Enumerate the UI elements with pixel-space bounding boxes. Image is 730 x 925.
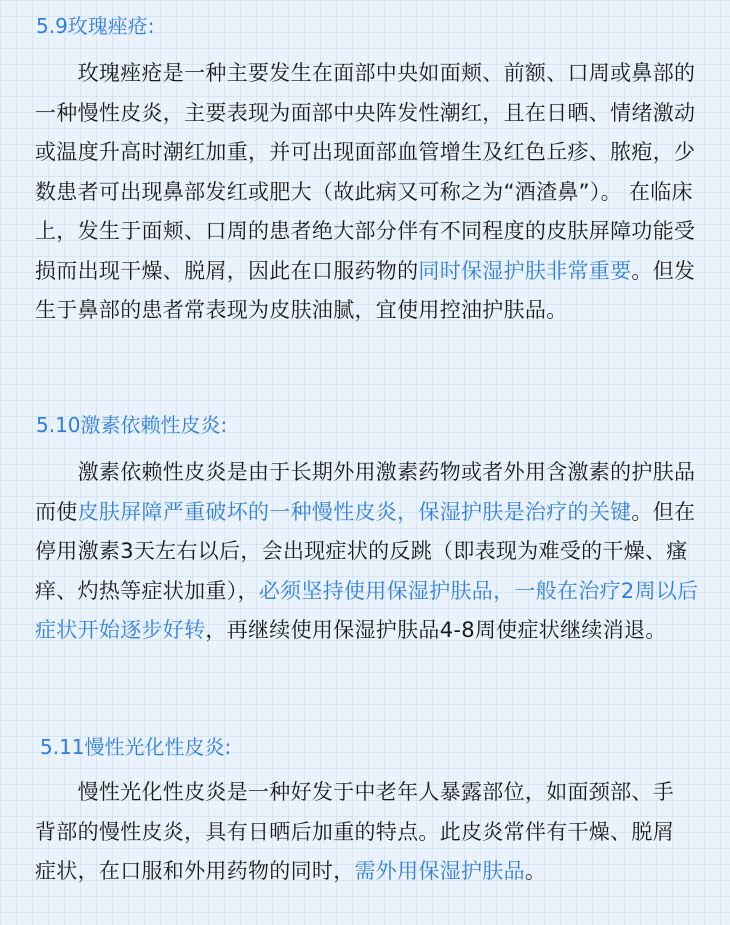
section-steroid-dermatitis: [0, 411, 730, 651]
paragraph-text: 。: [524, 859, 547, 883]
section-rosacea: [0, 12, 730, 331]
section-paragraph: [0, 54, 705, 331]
highlighted-text: 必须坚持使用保湿护肤品，一般在治疗2周以后症状开始逐步好转: [35, 578, 699, 642]
paragraph-text: 。但在停用激素3天左右以后，会出现症状的反跳（即表现为难受的干燥、瘙痒、灼热等症状加重），: [35, 499, 696, 603]
section-heading: 5.11慢性光化性皮炎:: [40, 735, 232, 759]
paragraph-text: 玫瑰痤疮是一种主要发生在面部中央如面颊、前额、口周或鼻部的一种慢性皮炎，主要表现为面部中央阵发性潮红，且在日晒、情绪激动或温度升高时潮红加重，并可出现面部血管增生及红色丘疹、脓疱，少数患者可出现鼻部发红或肥大（故此病又可称之为“酒渣鼻”）。 在临床上，发生于面颊、口周的患者绝大部分伴有不同程度的皮肤屏障功能受损而出现干燥、脱屑，因此在口服药物的: [35, 61, 696, 283]
highlighted-text: 皮肤屏障严重破坏的一种慢性皮炎，保湿护肤是治疗的关键: [77, 499, 632, 524]
section-heading: 5.9玫瑰痤疮:: [36, 14, 155, 38]
paragraph-text: 激素依赖性皮炎是由于长期外用激素药物或者外用含激素的护肤品而使: [35, 460, 696, 524]
highlighted-text: 同时保湿护肤非常重要: [418, 258, 632, 283]
paragraph-text: 。但发生于鼻部的患者常表现为皮肤油腻，宜使用控油护肤品。: [35, 258, 696, 322]
section-heading: 5.10激素依赖性皮炎:: [36, 413, 228, 437]
section-chronic-actinic-dermatitis: [0, 733, 730, 892]
section-paragraph: [0, 453, 705, 651]
paragraph-text: 慢性光化性皮炎是一种好发于中老年人暴露部位，如面颈部、手背部的慢性皮炎，具有日晒后加重的特点。此皮炎常伴有干燥、脱屑症状，在口服和外用药物的同时，: [35, 780, 674, 883]
paragraph-text: ，再继续使用保湿护肤品4-8周使症状继续消退。: [205, 618, 667, 642]
highlighted-text: 需外用保湿护肤品: [354, 859, 525, 883]
section-paragraph: [0, 773, 675, 892]
